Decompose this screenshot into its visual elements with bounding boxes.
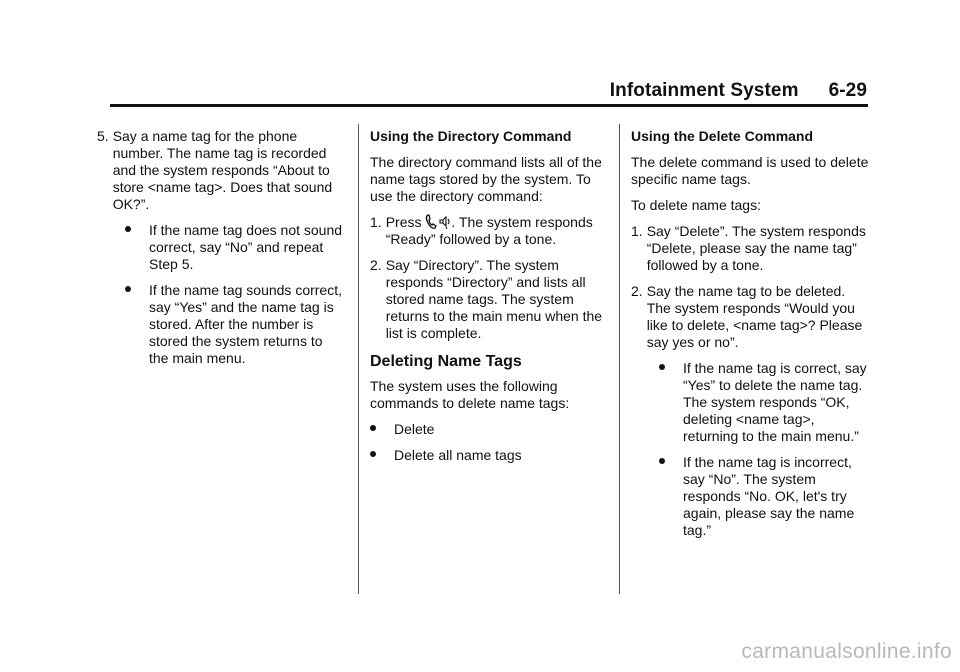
step-number: 1. — [370, 214, 382, 230]
bullet-text: If the name tag does not sound correct, say “No” and repeat Step 5. — [149, 222, 343, 272]
page-header — [610, 80, 867, 102]
paragraph: To delete name tags: — [631, 197, 761, 213]
step-number: 5. — [97, 128, 109, 144]
bullet-item — [659, 454, 871, 539]
step-text: Say a name tag for the phone number. The name tag is recorded and the system responds “About to store <name tag>. Does that sound OK?”. — [112, 128, 333, 212]
subheading: Using the Directory Command — [370, 128, 572, 144]
paragraph: The delete command is used to delete specific name tags. — [631, 154, 869, 187]
step-1 — [370, 214, 610, 248]
step-text: Say the name tag to be deleted. The system responds “Would you like to delete, <name tag>? Please say yes or no”. — [646, 283, 863, 350]
paragraph: The directory command lists all of the name tags stored by the system. To use the directory command: — [370, 154, 602, 204]
step-2 — [631, 283, 871, 351]
step-text-pre: Press — [385, 214, 422, 230]
watermark: carmanualsonline.info — [741, 640, 952, 663]
column-middle — [370, 128, 610, 473]
step-5 — [97, 128, 345, 213]
step-text — [386, 214, 610, 248]
column-right — [631, 128, 871, 548]
step-text: Say “Delete”. The system responds “Delete, please say the name tag” followed by a tone. — [646, 223, 866, 273]
bullet-item — [370, 447, 610, 464]
step-number: 1. — [631, 223, 643, 239]
section-heading: Deleting Name Tags — [370, 353, 522, 370]
step-2 — [370, 257, 610, 342]
section-title: Infotainment System — [609, 80, 799, 101]
step-text: Say “Directory”. The system responds “Directory” and lists all stored name tags. The system returns to the main menu when the list is complete. — [385, 257, 603, 341]
bullet-text: Delete — [394, 421, 435, 437]
bullet-item — [659, 360, 871, 445]
bullet-item — [125, 282, 345, 367]
voice-recognition-icon — [438, 214, 451, 230]
page-number: 6-29 — [828, 80, 867, 101]
bullet-item — [370, 421, 610, 438]
paragraph: The system uses the following commands to delete name tags: — [370, 378, 570, 411]
column-left — [97, 128, 345, 376]
header-rule — [110, 104, 868, 107]
bullet-list — [631, 360, 871, 539]
subheading: Using the Delete Command — [631, 128, 814, 144]
bullet-text: Delete all name tags — [394, 447, 522, 463]
step-number: 2. — [370, 257, 382, 273]
bullet-list — [97, 222, 345, 367]
column-divider — [619, 124, 620, 594]
step-1 — [631, 223, 871, 274]
column-divider — [358, 124, 359, 594]
bullet-text: If the name tag is incorrect, say “No”. The system responds “No. OK, let's try again, please say the name tag.” — [683, 454, 855, 538]
step-number: 2. — [631, 283, 643, 299]
bullet-text: If the name tag sounds correct, say “Yes” and the name tag is stored. After the number is stored the system returns to the main menu. — [149, 282, 342, 366]
bullet-text: If the name tag is correct, say “Yes” to delete the name tag. The system responds “OK, deleting <name tag>, returning to the main menu.” — [683, 360, 867, 444]
step-text-post: . The system responds “Ready” followed by a tone. — [385, 214, 593, 247]
bullet-item — [125, 222, 345, 273]
phone-handset-icon — [425, 214, 438, 230]
